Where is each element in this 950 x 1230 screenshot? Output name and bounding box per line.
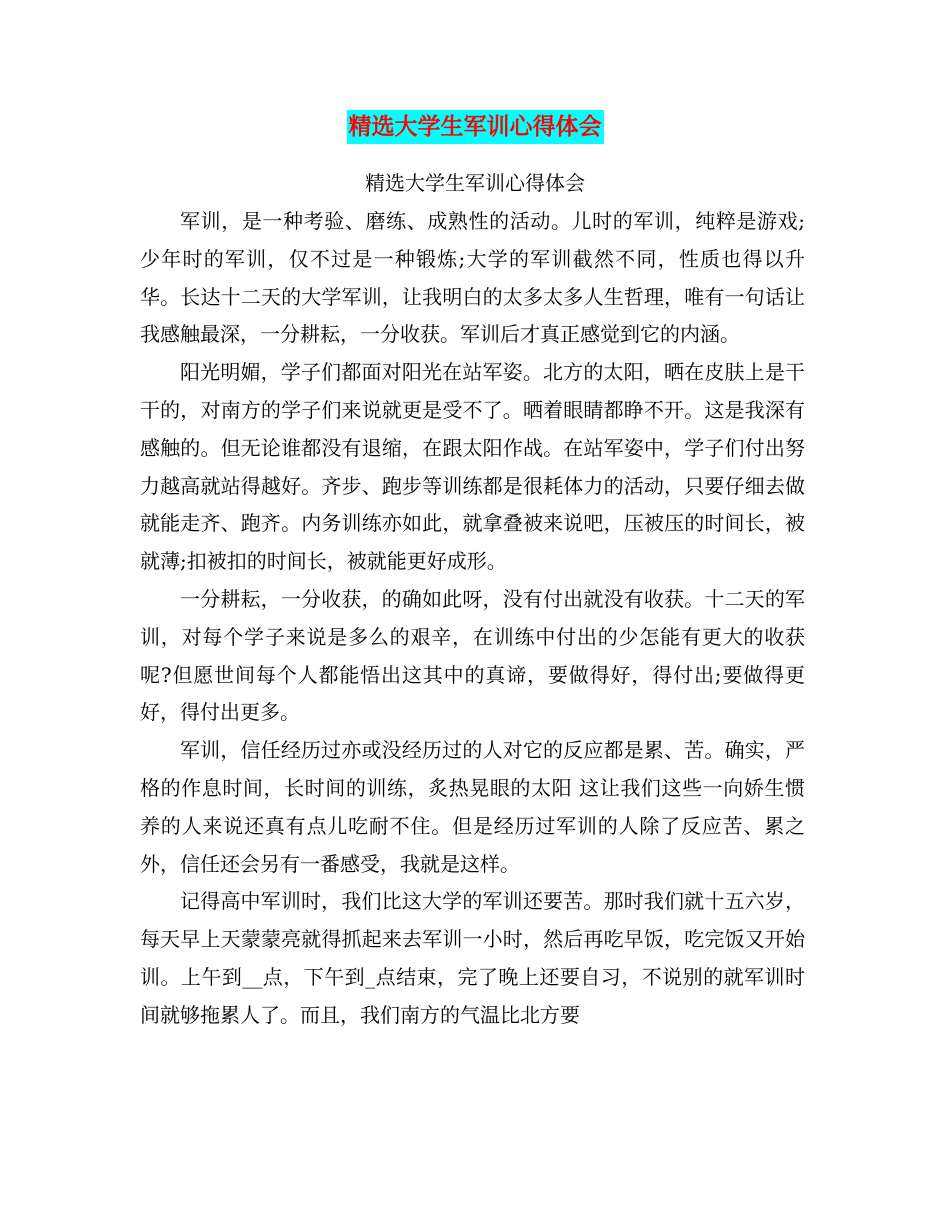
document-subtitle: 精选大学生军训心得体会 (365, 171, 585, 195)
title-container (0, 110, 950, 144)
paragraph: 一分耕耘，一分收获，的确如此呀，没有付出就没有收获。十二天的军训，对每个学子来说是多么的艰辛，在训练中付出的少怎能有更大的收获呢?但愿世间每个人都能悟出这其中的真谛，要做得好，得付出;要做得更好，得付出更多。 (140, 586, 805, 725)
paragraph: 军训，信任经历过亦或没经历过的人对它的反应都是累、苦。确实，严格的作息时间，长时间的训练，炙热晃眼的太阳 这让我们这些一向娇生惯养的人来说还真有点儿吃耐不住。但是经历过军训的人除了反应苦、累之外，信任还会另有一番感受，我就是这样。 (140, 738, 805, 876)
paragraph: 记得高中军训时，我们比这大学的军训还要苦。那时我们就十五六岁，每天早上天蒙蒙亮就得抓起来去军训一小时，然后再吃早饭，吃完饭又开始训。上午到__点，下午到_点结束，完了晚上还要自习，不说别的就军训时间就够拖累人了。而且，我们南方的气温比北方要 (140, 889, 805, 1027)
document-body (140, 203, 805, 1035)
document-title: 精选大学生军训心得体会 (347, 110, 604, 144)
paragraph: 阳光明媚，学子们都面对阳光在站军姿。北方的太阳，晒在皮肤上是干干的，对南方的学子们来说就更是受不了。晒着眼睛都睁不开。这是我深有感触的。但无论谁都没有退缩，在跟太阳作战。在站军姿中，学子们付出努力越高就站得越好。齐步、跑步等训练都是很耗体力的活动，只要仔细去做就能走齐、跑齐。内务训练亦如此，就拿叠被来说吧，压被压的时间长，被就薄;扣被扣的时间长，被就能更好成形。 (140, 360, 805, 574)
paragraph: 军训，是一种考验、磨练、成熟性的活动。儿时的军训，纯粹是游戏;少年时的军训，仅不过是一种锻炼;大学的军训截然不同，性质也得以升华。长达十二天的大学军训，让我明白的太多太多人生哲理，唯有一句话让我感触最深，一分耕耘，一分收获。军训后才真正感觉到它的内涵。 (140, 209, 805, 347)
